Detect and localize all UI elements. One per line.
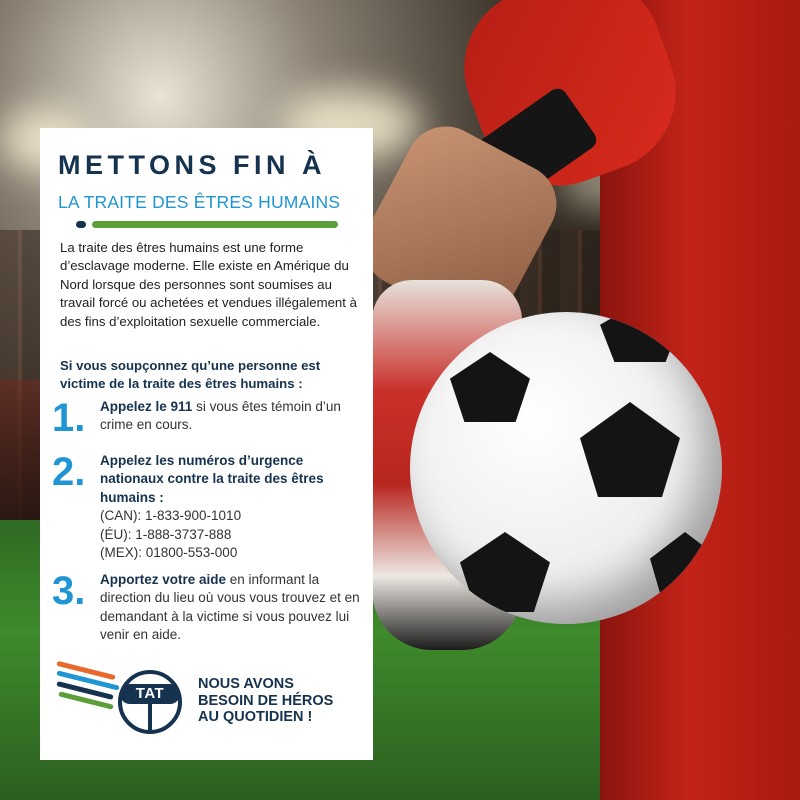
hotline-can: (CAN): 1-833-900-1010: [100, 508, 242, 524]
divider-dot: [76, 221, 86, 228]
hotline-us: (ÉU): 1-888-3737-888: [100, 526, 232, 542]
title-line-2: LA TRAITE DES ÊTRES HUMAINS: [58, 192, 341, 212]
suspect-heading: Si vous soupçonnez qu’une personne est victime de la traite des êtres humains :: [60, 358, 321, 392]
step-text: Appelez le 911 si vous êtes témoin d’un crime en cours.: [100, 399, 341, 433]
soccer-ball-icon: [410, 312, 722, 624]
tat-label: TAT: [120, 684, 180, 704]
info-card: [40, 128, 373, 760]
hotline-mex: (MEX): 01800-553-000: [100, 545, 238, 561]
step-number: 1.: [52, 396, 86, 440]
title-line-1: METTONS FIN À: [58, 150, 327, 180]
divider-line: [92, 221, 338, 228]
hotline-numbers: [100, 507, 370, 562]
tat-logo: [54, 662, 204, 742]
step-text: Apportez votre aide en informant la direction du lieu où vous vous trouvez et en demandant à la victime si vous pouvez lui venir en aide.: [100, 572, 360, 643]
slogan: NOUS AVONS BESOIN DE HÉROS AU QUOTIDIEN !: [198, 676, 334, 725]
intro-paragraph: La traite des êtres humains est une forme d’esclavage moderne. Elle existe en Amérique du Nord lorsque des personnes sont soumises au travail forcé ou achetées et vendues illégalement à des fins d’exploitation sexuelle commerciale.: [60, 240, 357, 329]
step-text: Appelez les numéros d’urgence nationaux contre la traite des êtres humains : (CAN): 1-833-900-1010 (ÉU): 1-888-3737-888 (MEX): 01800-553-000: [100, 452, 370, 562]
step-number: 3.: [52, 569, 86, 613]
step-number: 2.: [52, 450, 86, 494]
